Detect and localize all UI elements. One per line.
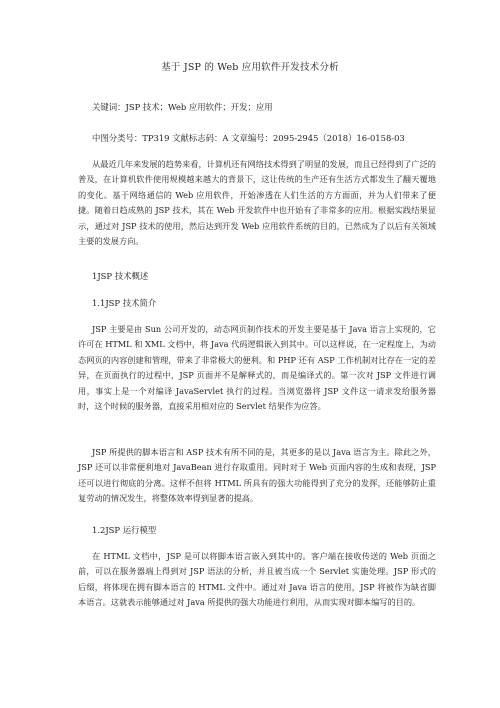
jsp-intro-paragraph: JSP 主要是由 Sun 公司开发的，动态网页制作技术的开发主要是基于 Java 语言上实现的，它许可在 HTML 和 XML 文档中，将 Java 代码逻辑嵌入到其中。可以这样说，在一定程度上，为动态网页的内容创建和管理，带来了非常极大的便利。和 PHP 还有 ASP 工作机制对比存在一定的差异，在页面执行的过程中，JSP 页面并不是解释式的，而是编译式的。第一次对 JSP 文件进行调用，事实上是一个对编译 JavaServlet 执行的过程。当浏览器将 JSP 文件这一请求发给服务器时，这个时候的服务器，直接采用相对应的 Servlet 结果作为应答。 — [78, 324, 436, 412]
document-title: 基于 JSP 的 Web 应用软件开发技术分析 — [161, 62, 339, 73]
section-heading-1: 1JSP 技术概述 — [92, 271, 149, 281]
jsp-script-paragraph: JSP 所提供的脚本语言和 ASP 技术有所不同的是，其更多的是以 Java 语言为主。除此之外，JSP 还可以非常便利地对 JavaBean 进行存取重用。同时对于 Web 页面内容的生成和表现，JSP 还可以进行彻底的分离。这样不但将 HTML 所具有的强大功能得到了充分的发挥，还能够防止重复劳动的情况发生，将整体效率得到显著的提高。 — [78, 447, 436, 504]
classification-line: 中图分类号：TP319 文献标志码：A 文章编号：2095-2945（2018）16-0158-03 — [92, 133, 405, 143]
intro-paragraph: 从最近几年来发展的趋势来看，计算机还有网络技术得到了明显的发展，而且已经得到了广泛的普及，在计算机软件使用规模越来越大的背景下，这让传统的生产还有生活方式都发生了翻天覆地的变化。基于网络通信的 Web 应用软件，开始渗透在人们生活的方方面面，并为人们带来了便捷。随着日趋成熟的 JSP 技术，其在 Web 开发软件中也开始有了非常多的应用。根据实践结果显示，通过对 JSP 技术的使用，然后达到开发 Web 应用软件系统的目的，已然成为了以后有关领域主要的发展方向。 — [78, 159, 436, 247]
section-heading-1-1: 1.1JSP 技术简介 — [92, 298, 157, 308]
section-heading-1-2: 1.2JSP 运行模型 — [92, 525, 157, 535]
keywords-line: 关键词：JSP 技术；Web 应用软件；开发；应用 — [92, 102, 273, 112]
jsp-model-paragraph: 在 HTML 文档中，JSP 是可以将脚本语言嵌入到其中的。客户端在接收传送的 Web 页面之前，可以在服务器端上得到对 JSP 语法的分析，并且被当成一个 Servlet 实施处理。JSP 形式的后缀，将体现在拥有脚本语言的 HTML 文件中。通过对 Java 语言的使用，JSP 将被作为缺省脚本语言。这就表示能够通过对 Java 所提供的强大功能进行利用，从而实现对脚本编写的目的。 — [78, 551, 436, 608]
